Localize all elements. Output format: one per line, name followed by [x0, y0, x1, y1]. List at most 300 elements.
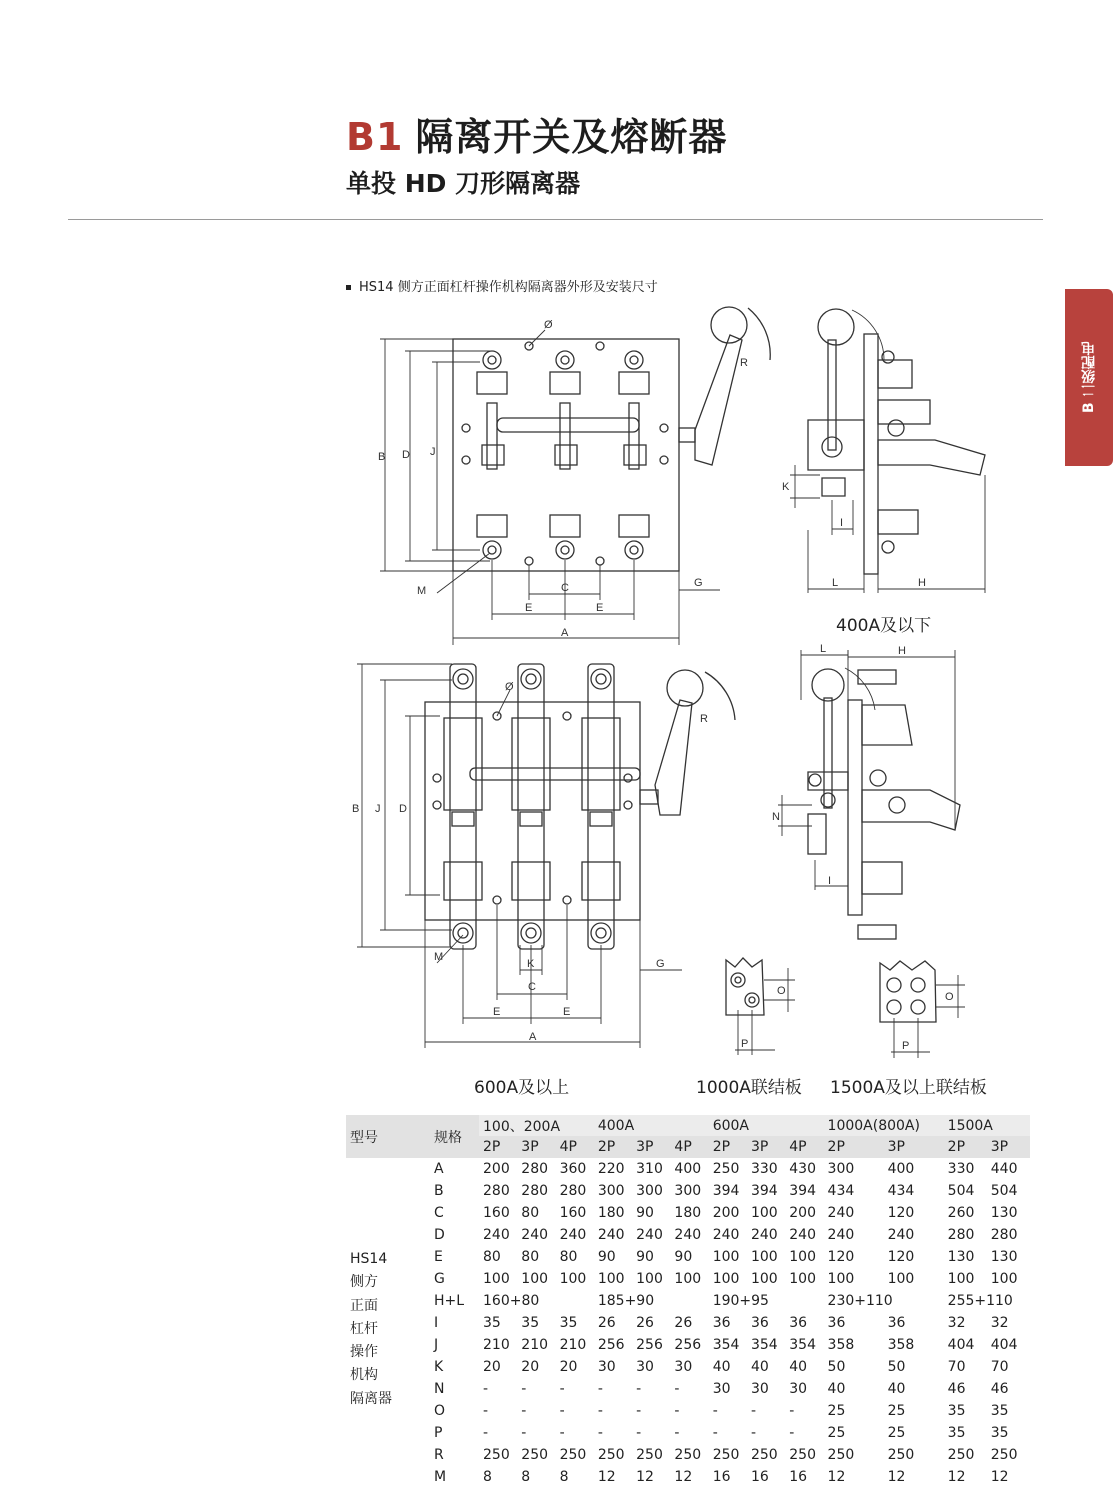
dim-label-o: O: [777, 985, 786, 997]
table-cell: 330: [750, 1161, 778, 1177]
model-line: 隔离器: [350, 1390, 392, 1407]
table-cell: 100: [990, 1271, 1018, 1287]
table-cell: 358: [827, 1337, 855, 1353]
table-cell: 100: [750, 1271, 778, 1287]
param-key: B: [434, 1183, 444, 1199]
dim-label-l: L: [832, 577, 839, 589]
table-cell: 40: [789, 1359, 808, 1375]
table-cell: 26: [674, 1315, 693, 1331]
table-cell: 50: [887, 1359, 906, 1375]
table-cell: 30: [636, 1359, 654, 1375]
dim-label-p: P: [902, 1040, 910, 1052]
header-pole: 2P: [479, 1136, 517, 1158]
table-cell: 256: [597, 1337, 625, 1353]
param-key: J: [434, 1337, 439, 1353]
param-key: O: [434, 1403, 446, 1419]
table-cell: 280: [483, 1183, 510, 1199]
table-cell: -: [636, 1381, 642, 1397]
table-cell: 240: [521, 1227, 549, 1243]
table-cell: 394: [750, 1183, 778, 1199]
table-cell: 180: [597, 1205, 625, 1221]
header-model: 型号: [346, 1115, 430, 1158]
table-cell: -: [483, 1381, 489, 1397]
dim-label-h: H: [918, 577, 926, 589]
dim-label-n: N: [772, 811, 780, 823]
table-cell: -: [597, 1381, 603, 1397]
table-cell: 200: [712, 1205, 740, 1221]
table-cell: 250: [750, 1447, 778, 1463]
table-cell: 50: [827, 1359, 846, 1375]
dim-label-m: M: [434, 951, 444, 963]
model-line: 侧方: [350, 1274, 378, 1291]
dim-label-a: A: [561, 627, 569, 639]
table-cell: 36: [750, 1315, 769, 1331]
table-cell: 200: [789, 1205, 816, 1221]
table-cell: 36: [712, 1315, 731, 1331]
table-cell: 100: [483, 1271, 510, 1287]
table-cell: 240: [674, 1227, 702, 1243]
table-cell: -: [674, 1403, 680, 1419]
dim-label-k: K: [527, 958, 535, 970]
pole-1: [477, 351, 507, 559]
header-rating: 1500A: [944, 1115, 1030, 1136]
dim-label-g: G: [656, 958, 665, 970]
table-cell: 36: [887, 1315, 906, 1331]
table-cell: 16: [789, 1469, 808, 1485]
table-cell: 40: [712, 1359, 731, 1375]
table-row: [346, 1202, 1030, 1224]
table-cell: 8: [521, 1469, 531, 1485]
table-cell: 240: [712, 1227, 740, 1243]
table-cell: 400: [674, 1161, 702, 1177]
table-cell: -: [521, 1403, 527, 1419]
dim-label-r: R: [740, 357, 748, 369]
pole-2: [512, 664, 550, 949]
table-cell: 12: [636, 1469, 654, 1485]
front-view-600a: [352, 664, 735, 1048]
header-pole: 2P: [824, 1136, 884, 1158]
table-cell: -: [674, 1425, 680, 1441]
table-cell: 120: [827, 1249, 855, 1265]
table-cell: 100: [712, 1249, 740, 1265]
pole-3: [582, 664, 620, 949]
pole-3: [619, 351, 649, 559]
table-cell: 12: [990, 1469, 1009, 1485]
table-cell: 35: [990, 1403, 1009, 1419]
table-cell: 100: [750, 1249, 778, 1265]
param-key: D: [434, 1227, 445, 1243]
table-cell: 250: [559, 1447, 587, 1463]
table-cell: 32: [990, 1315, 1009, 1331]
table-cell: 120: [887, 1205, 915, 1221]
dim-label-d: D: [399, 803, 407, 815]
table-cell: -: [483, 1425, 489, 1441]
table-cell: -: [597, 1403, 603, 1419]
table-cell: 394: [789, 1183, 816, 1199]
table-cell: 25: [887, 1403, 906, 1419]
table-cell: 35: [947, 1403, 966, 1419]
header-pole: 3P: [987, 1136, 1030, 1158]
table-cell: -: [789, 1403, 795, 1419]
table-cell: 240: [636, 1227, 663, 1243]
table-cell: -: [521, 1381, 527, 1397]
table-cell: -: [559, 1403, 565, 1419]
table-cell: 250: [990, 1447, 1018, 1463]
table-cell: -: [750, 1425, 757, 1441]
table-cell: 12: [827, 1469, 846, 1485]
table-cell: 100: [597, 1271, 625, 1287]
operating-handle: [655, 700, 692, 815]
table-cell: 240: [559, 1227, 587, 1243]
table-cell: 20: [483, 1359, 501, 1375]
table-cell: 230+110: [827, 1293, 893, 1309]
table-cell: 35: [990, 1425, 1009, 1441]
header-pole: 3P: [517, 1136, 555, 1158]
table-row: [346, 1400, 1030, 1422]
header-pole: 4P: [670, 1136, 708, 1158]
table-row: [346, 1356, 1030, 1378]
table-cell: 240: [750, 1227, 778, 1243]
table-cell: 25: [887, 1425, 906, 1441]
dim-label-l: L: [820, 643, 827, 655]
caption-1500a: 1500A及以上联结板: [830, 1078, 987, 1098]
param-key: G: [434, 1271, 445, 1287]
table-cell: 300: [827, 1161, 855, 1177]
table-cell: 430: [789, 1161, 816, 1177]
table-cell: 100: [521, 1271, 549, 1287]
table-cell: 250: [483, 1447, 510, 1463]
side-view-600a: [772, 643, 960, 939]
header-pole: 2P: [594, 1136, 632, 1158]
table-cell: 46: [947, 1381, 966, 1397]
dim-label-c: C: [561, 582, 569, 594]
table-cell: 404: [990, 1337, 1018, 1353]
pole-1: [444, 664, 482, 949]
table-cell: 35: [947, 1425, 966, 1441]
dim-label-c: C: [528, 981, 536, 993]
table-cell: 256: [636, 1337, 663, 1353]
table-cell: 16: [750, 1469, 769, 1485]
table-cell: 160: [483, 1205, 510, 1221]
table-cell: -: [636, 1425, 642, 1441]
table-cell: 354: [789, 1337, 816, 1353]
operating-shaft: [497, 418, 639, 432]
model-line: 正面: [350, 1297, 378, 1314]
table-cell: 330: [947, 1161, 975, 1177]
header-pole: 2P: [944, 1136, 987, 1158]
table-cell: 160+80: [483, 1293, 540, 1309]
chapter-tab[interactable]: B 二级配电: [1065, 289, 1113, 466]
table-cell: 250: [789, 1447, 816, 1463]
link-plate-1000a: [726, 958, 795, 1055]
caption-600a: 600A及以上: [474, 1078, 570, 1098]
table-cell: -: [521, 1425, 527, 1441]
table-cell: 16: [712, 1469, 731, 1485]
table-cell: 200: [483, 1161, 510, 1177]
table-cell: 36: [789, 1315, 808, 1331]
table-cell: 130: [947, 1249, 975, 1265]
table-cell: 80: [483, 1249, 501, 1265]
link-plate-1500a: [880, 961, 965, 1058]
header-pole: 3P: [884, 1136, 944, 1158]
dim-label-e: E: [596, 602, 604, 614]
table-cell: 240: [827, 1227, 855, 1243]
table-cell: 26: [597, 1315, 616, 1331]
table-cell: 504: [990, 1183, 1018, 1199]
side-view-400a: [782, 309, 985, 593]
table-cell: 260: [947, 1205, 975, 1221]
table-row: [346, 1422, 1030, 1444]
table-cell: 210: [559, 1337, 587, 1353]
table-cell: 354: [750, 1337, 778, 1353]
dim-label-k: K: [782, 481, 790, 493]
table-cell: 35: [483, 1315, 501, 1331]
table-cell: 250: [887, 1447, 915, 1463]
table-cell: 35: [559, 1315, 578, 1331]
table-cell: 280: [521, 1161, 549, 1177]
dim-label-a: A: [529, 1031, 537, 1043]
table-cell: 80: [559, 1249, 578, 1265]
table-cell: 8: [483, 1469, 492, 1485]
table-cell: 100: [789, 1249, 816, 1265]
table-cell: 40: [887, 1381, 906, 1397]
operating-handle: [695, 335, 742, 465]
dim-label-b: B: [352, 803, 360, 815]
dim-label-j: J: [375, 803, 381, 815]
table-row: [346, 1466, 1030, 1488]
table-cell: 250: [712, 1447, 740, 1463]
table-cell: 434: [887, 1183, 915, 1199]
table-cell: -: [750, 1403, 757, 1419]
table-cell: -: [559, 1381, 565, 1397]
dim-label-b: B: [378, 451, 386, 463]
table-cell: 100: [636, 1271, 663, 1287]
table-cell: 90: [636, 1249, 654, 1265]
table-cell: 310: [636, 1161, 663, 1177]
table-cell: 90: [674, 1249, 693, 1265]
pole-2: [550, 351, 580, 559]
table-row: [346, 1246, 1030, 1268]
table-cell: -: [636, 1403, 642, 1419]
table-cell: 360: [559, 1161, 587, 1177]
table-cell: 90: [597, 1249, 616, 1265]
table-cell: -: [789, 1425, 795, 1441]
table-cell: 12: [887, 1469, 906, 1485]
table-cell: -: [674, 1381, 680, 1397]
dimension-table: [346, 1115, 1030, 1488]
table-cell: 240: [483, 1227, 510, 1243]
table-cell: 280: [947, 1227, 975, 1243]
param-key: K: [434, 1359, 444, 1375]
table-cell: 46: [990, 1381, 1009, 1397]
model-line: 机构: [350, 1367, 378, 1384]
param-key: R: [434, 1447, 444, 1463]
table-cell: 20: [521, 1359, 540, 1375]
dim-label-o: O: [945, 991, 954, 1003]
table-cell: 250: [712, 1161, 740, 1177]
table-cell: -: [597, 1425, 603, 1441]
param-key: H+L: [434, 1293, 465, 1309]
table-cell: 354: [712, 1337, 740, 1353]
table-cell: 8: [559, 1469, 569, 1485]
table-cell: 255+110: [947, 1293, 1013, 1309]
table-cell: 250: [636, 1447, 663, 1463]
table-cell: 404: [947, 1337, 975, 1353]
dim-label-p: P: [741, 1038, 749, 1050]
table-cell: 100: [750, 1205, 778, 1221]
table-cell: 180: [674, 1205, 702, 1221]
table-cell: 100: [947, 1271, 975, 1287]
table-cell: 394: [712, 1183, 740, 1199]
dim-label-r: R: [700, 713, 708, 725]
table-cell: 40: [750, 1359, 769, 1375]
table-cell: -: [559, 1425, 565, 1441]
header-spec: 规格: [430, 1115, 479, 1158]
table-cell: 300: [674, 1183, 702, 1199]
caption-1000a: 1000A联结板: [696, 1078, 802, 1098]
header-rating: 100、200A: [479, 1115, 594, 1136]
table-cell: 30: [712, 1381, 731, 1397]
header-pole: 2P: [709, 1136, 747, 1158]
page-subtitle: 单投 HD 刀形隔离器: [346, 169, 581, 198]
table-cell: -: [712, 1403, 718, 1419]
table-cell: 25: [827, 1403, 846, 1419]
table-row: [346, 1444, 1030, 1466]
table-cell: 250: [597, 1447, 625, 1463]
table-cell: 130: [990, 1205, 1018, 1221]
table-cell: 220: [597, 1161, 625, 1177]
table-cell: 40: [827, 1381, 846, 1397]
table-cell: 280: [521, 1183, 549, 1199]
table-cell: 240: [827, 1205, 855, 1221]
table-cell: 30: [674, 1359, 693, 1375]
model-line: HS14: [350, 1251, 388, 1267]
header-pole: 3P: [747, 1136, 785, 1158]
table-cell: 358: [887, 1337, 915, 1353]
table-cell: 120: [887, 1249, 915, 1265]
table-cell: 250: [947, 1447, 975, 1463]
model-cell: [346, 1158, 430, 1488]
table-cell: -: [483, 1403, 489, 1419]
table-cell: 256: [674, 1337, 702, 1353]
param-key: P: [434, 1425, 443, 1441]
dim-label-i: I: [828, 875, 832, 887]
param-key: C: [434, 1205, 444, 1221]
table-cell: 240: [789, 1227, 816, 1243]
base-plate-side: [864, 334, 878, 574]
table-row: [346, 1334, 1030, 1356]
model-line: 操作: [350, 1344, 378, 1361]
param-key: M: [434, 1469, 447, 1485]
table-cell: 12: [947, 1469, 966, 1485]
table-cell: 36: [827, 1315, 846, 1331]
table-cell: 12: [597, 1469, 616, 1485]
header-pole: 4P: [556, 1136, 594, 1158]
table-cell: 30: [750, 1381, 769, 1397]
table-cell: 240: [887, 1227, 915, 1243]
header-pole: 4P: [785, 1136, 823, 1158]
table-cell: 100: [887, 1271, 915, 1287]
table-cell: 70: [947, 1359, 966, 1375]
table-cell: 70: [990, 1359, 1009, 1375]
param-key: I: [434, 1315, 439, 1331]
table-cell: 32: [947, 1315, 966, 1331]
table-cell: 80: [521, 1205, 540, 1221]
header-rating: 1000A(800A): [824, 1115, 944, 1136]
table-cell: 35: [521, 1315, 540, 1331]
table-cell: 280: [559, 1183, 587, 1199]
table-cell: 100: [789, 1271, 816, 1287]
table-cell: 250: [674, 1447, 702, 1463]
table-cell: 250: [827, 1447, 855, 1463]
table-row: [346, 1312, 1030, 1334]
table-cell: 30: [597, 1359, 616, 1375]
front-view-400a: [378, 307, 770, 645]
table-row: [346, 1290, 1030, 1312]
table-cell: 300: [636, 1183, 663, 1199]
table-cell: 210: [483, 1337, 510, 1353]
dim-label-i: I: [840, 517, 844, 529]
header-rating: 600A: [709, 1115, 824, 1136]
param-key: E: [434, 1249, 443, 1265]
table-cell: 12: [674, 1469, 693, 1485]
table-row: [346, 1378, 1030, 1400]
table-cell: 26: [636, 1315, 654, 1331]
table-cell: 440: [990, 1161, 1018, 1177]
table-header-row: [346, 1115, 1030, 1136]
table-cell: 504: [947, 1183, 975, 1199]
table-row: [346, 1224, 1030, 1246]
table-cell: 300: [597, 1183, 625, 1199]
dim-label-j: J: [430, 446, 436, 458]
table-cell: 90: [636, 1205, 654, 1221]
section-label-text: HS14 侧方正面杠杆操作机构隔离器外形及安装尺寸: [359, 280, 658, 295]
caption-400a: 400A及以下: [836, 616, 932, 636]
table-cell: 160: [559, 1205, 587, 1221]
dim-label-phi: Ø: [505, 681, 514, 693]
header-rating: 400A: [594, 1115, 709, 1136]
table-cell: 30: [789, 1381, 808, 1397]
section-code: B1: [346, 115, 404, 159]
model-line: 杠杆: [350, 1320, 378, 1337]
table-cell: 100: [674, 1271, 702, 1287]
dim-label-e: E: [563, 1006, 571, 1018]
table-cell: 130: [990, 1249, 1018, 1265]
table-cell: 80: [521, 1249, 540, 1265]
dim-label-g: G: [694, 577, 703, 589]
base-plate-side: [848, 700, 862, 915]
table-row: [346, 1268, 1030, 1290]
dim-label-e: E: [525, 602, 533, 614]
table-cell: 100: [827, 1271, 855, 1287]
table-cell: 25: [827, 1425, 846, 1441]
dim-label-e: E: [493, 1006, 501, 1018]
table-cell: 250: [521, 1447, 549, 1463]
table-cell: 280: [990, 1227, 1018, 1243]
dim-label-m: M: [417, 585, 427, 597]
table-cell: -: [712, 1425, 718, 1441]
table-cell: 100: [712, 1271, 740, 1287]
table-cell: 240: [597, 1227, 625, 1243]
table-cell: 190+95: [712, 1293, 769, 1309]
param-key: A: [434, 1161, 444, 1177]
header-pole: 3P: [632, 1136, 670, 1158]
table-row: [346, 1158, 1030, 1180]
table-cell: 400: [887, 1161, 915, 1177]
dim-label-phi: Ø: [544, 319, 553, 331]
mounting-plate: [425, 702, 640, 920]
dim-label-d: D: [402, 449, 410, 461]
